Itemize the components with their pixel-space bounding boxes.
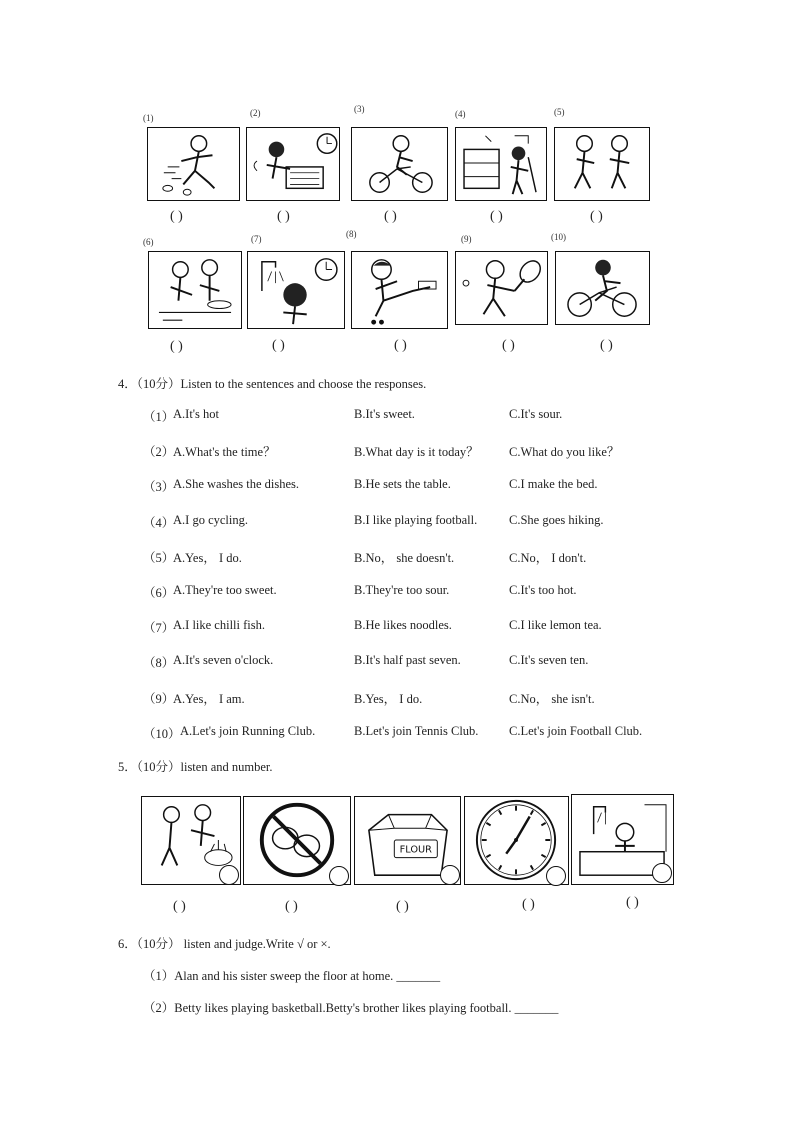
q4-option-b[interactable]: B.What day is it today？ <box>354 445 479 459</box>
number-circle[interactable] <box>440 865 460 885</box>
picture-number: (10) <box>551 232 566 242</box>
answer-blank[interactable]: ( ) <box>170 339 183 354</box>
clock-tick <box>486 855 490 857</box>
boy-at-computer-icon <box>246 127 340 201</box>
picture-number: (2) <box>250 108 261 118</box>
q4-option-c[interactable]: C.It's seven ten. <box>509 653 589 667</box>
q4-item-number: （5） <box>143 551 175 565</box>
q6-statement-1: （1）Alan and his sister sweep the floor at home. _______ <box>143 969 441 983</box>
answer-blank[interactable]: ( ) <box>502 338 515 353</box>
answer-blank[interactable]: ( ) <box>285 899 298 914</box>
clock-tick <box>499 810 501 814</box>
q4-item-number: （4） <box>143 516 175 530</box>
answer-blank[interactable]: ( ) <box>384 209 397 224</box>
q4-item-number: （10） <box>143 727 181 741</box>
girl-cycling-icon <box>351 127 448 201</box>
clock-tick <box>486 823 490 825</box>
number-circle[interactable] <box>546 866 566 886</box>
running-boy-icon <box>147 127 240 201</box>
number-circle[interactable] <box>219 865 239 885</box>
q4-option-a[interactable]: A.What's the time？ <box>173 445 276 459</box>
answer-blank[interactable]: ( ) <box>170 209 183 224</box>
q4-option-b[interactable]: B.Yes， I do. <box>354 692 423 706</box>
answer-blank[interactable]: ( ) <box>522 897 535 912</box>
girl-sweeping-icon <box>455 127 547 201</box>
q4-option-b[interactable]: B.It's sweet. <box>354 407 415 421</box>
clock-tick <box>531 810 533 814</box>
q4-option-c[interactable]: C.Let's join Football Club. <box>509 724 643 738</box>
answer-blank[interactable]: ( ) <box>590 209 603 224</box>
q4-option-c[interactable]: C.No， she isn't. <box>509 692 595 706</box>
answer-blank[interactable]: ( ) <box>626 895 639 910</box>
q4-option-a[interactable]: A.It's hot <box>173 407 220 421</box>
answer-blank[interactable]: ( ) <box>394 338 407 353</box>
q4-item-number: （3） <box>143 480 175 494</box>
q4-option-a[interactable]: A.I go cycling. <box>173 513 248 527</box>
girl-shower-icon <box>247 251 345 329</box>
picture-number: (1) <box>143 113 154 123</box>
q4-option-a[interactable]: A.Yes， I am. <box>173 692 245 706</box>
picture-number: (4) <box>455 109 466 119</box>
picture-number: (6) <box>143 237 154 247</box>
clock-tick <box>541 823 545 825</box>
q4-item-number: （1） <box>143 410 175 424</box>
answer-blank[interactable]: ( ) <box>600 338 613 353</box>
clock-tick <box>499 865 501 869</box>
q4-option-a[interactable]: A.Yes， I do. <box>173 551 242 565</box>
kids-washing-dishes-icon <box>148 251 242 329</box>
answer-blank[interactable]: ( ) <box>173 899 186 914</box>
q4-option-b[interactable]: B.He likes noodles. <box>354 618 452 632</box>
q4-item-number: （8） <box>143 656 175 670</box>
q4-item-number: （6） <box>143 586 175 600</box>
number-circle[interactable] <box>652 863 672 883</box>
q4-option-a[interactable]: A.I like chilli fish. <box>173 618 265 632</box>
boy-tennis-icon <box>455 251 548 325</box>
boys-walking-icon <box>554 127 650 201</box>
clock-tick <box>541 855 545 857</box>
q4-option-a[interactable]: A.She washes the dishes. <box>173 477 300 491</box>
picture-number: (3) <box>354 104 365 114</box>
q4-option-b[interactable]: B.It's half past seven. <box>354 653 461 667</box>
clock-tick <box>531 865 533 869</box>
boy-cycling-icon <box>555 251 650 325</box>
picture-number: (8) <box>346 229 357 239</box>
q4-option-c[interactable]: C.I like lemon tea. <box>509 618 602 632</box>
q6-heading: 6．（10分） listen and judge.Write √ or ×. <box>118 937 331 951</box>
q4-option-b[interactable]: B.He sets the table. <box>354 477 451 491</box>
q4-option-b[interactable]: B.No， she doesn't. <box>354 551 455 565</box>
q4-item-number: （7） <box>143 621 175 635</box>
picture-number: (7) <box>251 234 262 244</box>
answer-blank[interactable]: ( ) <box>490 209 503 224</box>
answer-blank[interactable]: ( ) <box>277 209 290 224</box>
q4-option-c[interactable]: C.No， I don't. <box>509 551 587 565</box>
q4-option-a[interactable]: A.Let's join Running Club. <box>180 724 316 738</box>
q5-heading: 5．（10分）listen and number. <box>118 760 273 774</box>
number-circle[interactable] <box>329 866 349 886</box>
q4-option-a[interactable]: A.They're too sweet. <box>173 583 277 597</box>
q4-option-c[interactable]: C.It's too hot. <box>509 583 577 597</box>
q4-option-b[interactable]: B.Let's join Tennis Club. <box>354 724 479 738</box>
q4-option-c[interactable]: C.I make the bed. <box>509 477 598 491</box>
q4-option-c[interactable]: C.She goes hiking. <box>509 513 604 527</box>
q4-item-number: （2） <box>143 445 175 459</box>
flour-label: FLOUR <box>399 844 432 856</box>
answer-blank[interactable]: ( ) <box>272 338 285 353</box>
q4-option-c[interactable]: C.It's sour. <box>509 407 563 421</box>
picture-number: (9) <box>461 234 472 244</box>
boy-rollerskating-icon <box>351 251 448 329</box>
q4-item-number: （9） <box>143 692 175 706</box>
q6-statement-2: （2）Betty likes playing basketball.Betty's brother likes playing football. _______ <box>143 1001 559 1015</box>
q4-option-b[interactable]: B.They're too sour. <box>354 583 450 597</box>
q4-option-c[interactable]: C.What do you like？ <box>509 445 620 459</box>
answer-blank[interactable]: ( ) <box>396 899 409 914</box>
q4-option-b[interactable]: B.I like playing football. <box>354 513 478 527</box>
q4-heading: 4．（10分）Listen to the sentences and choose the responses. <box>118 377 427 391</box>
q4-option-a[interactable]: A.It's seven o'clock. <box>173 653 274 667</box>
picture-number: (5) <box>554 107 565 117</box>
